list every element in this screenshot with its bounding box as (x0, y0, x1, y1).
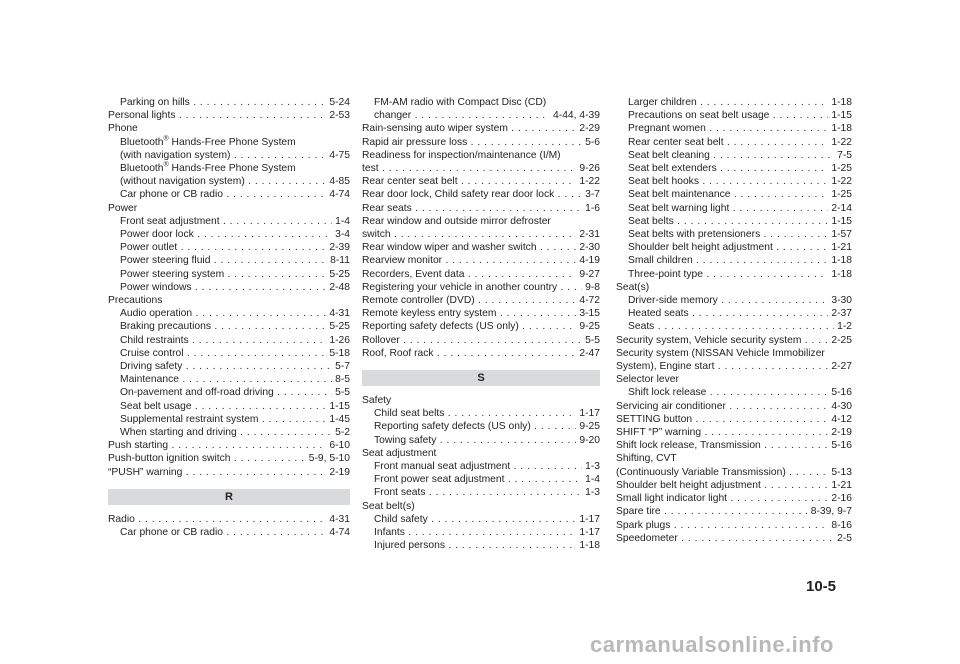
index-entry-page[interactable]: 4-12 (828, 413, 852, 426)
index-entry (362, 513, 600, 526)
index-entry-term: Seat belt maintenance . . . (628, 188, 852, 201)
index-entry-term: Seat belt extenders . . . (628, 162, 852, 175)
index-entry-term: Recorders, Event data . . . (362, 268, 600, 281)
index-entry-page[interactable]: 2-37 (828, 307, 852, 320)
index-entry (616, 360, 852, 373)
index-entry-term: (with navigation system) . . . (120, 149, 350, 162)
index-entry-page[interactable]: 1-18 (828, 268, 852, 281)
index-entry-term: Small light indicator light . . . (616, 492, 852, 505)
index-entry-term: Radio . . . (108, 513, 350, 526)
index-entry (362, 228, 600, 241)
index-entry-page[interactable]: 5-5 (582, 334, 600, 347)
index-entry-term: Maintenance . . . (120, 373, 350, 386)
index-entry (616, 400, 852, 413)
index-entry (362, 460, 600, 473)
index-entry (108, 281, 350, 294)
index-entry-term: Car phone or CB radio . . . (120, 188, 350, 201)
index-entry (616, 532, 852, 545)
index-entry-term: Precautions on seat belt usage . . . (628, 109, 852, 122)
index-entry-term: Rearview monitor . . . (362, 254, 600, 267)
index-entry-term: Seat belt warning light . . . (628, 202, 852, 215)
index-entry-page[interactable]: 1-4 (332, 215, 350, 228)
index-entry-term: switch . . . (362, 228, 600, 241)
index-entry-page[interactable]: 5-2 (332, 426, 350, 439)
index-entry (362, 136, 600, 149)
index-entry-term: Remote keyless entry system . . . (362, 307, 600, 320)
index-entry-term: Child safety . . . (374, 513, 600, 526)
index-entry-page[interactable]: 2-16 (828, 492, 852, 505)
index-entry-page[interactable]: 5-25 (326, 268, 350, 281)
index-entry-page[interactable]: 4-30 (828, 400, 852, 413)
index-entry (108, 373, 350, 386)
index-entry-page[interactable]: 5-6 (582, 136, 600, 149)
index-column-2 (362, 96, 600, 553)
index-entry (616, 254, 852, 267)
index-entry (108, 320, 350, 333)
index-entry (108, 307, 350, 320)
index-entry-term: “PUSH” warning . . . (108, 466, 350, 479)
index-entry-page[interactable]: 4-75 (326, 149, 350, 162)
index-entry-term: Roof, Roof rack . . . (362, 347, 600, 360)
index-entry (108, 268, 350, 281)
index-entry-term: Registering your vehicle in another country . . . (362, 281, 600, 294)
index-entry-page[interactable]: 2-31 (576, 228, 600, 241)
index-entry (108, 228, 350, 241)
index-entry (108, 347, 350, 360)
index-entry (616, 439, 852, 452)
index-entry (362, 268, 600, 281)
index-entry-term: Push-button ignition switch . . . (108, 452, 350, 465)
index-entry (108, 109, 350, 122)
index-entry-term: Child seat belts . . . (374, 407, 600, 420)
index-entry (108, 439, 350, 452)
index-entry-term: Front power seat adjustment . . . (374, 473, 600, 486)
index-entry-page[interactable]: 1-15 (828, 109, 852, 122)
index-entry-page[interactable]: 2-14 (828, 202, 852, 215)
index-entry-page[interactable]: 1-45 (326, 413, 350, 426)
index-entry-term: SETTING button . . . (616, 413, 852, 426)
index-entry-term: Rollover . . . (362, 334, 600, 347)
index-entry (108, 452, 350, 465)
index-entry (616, 519, 852, 532)
index-entry-page[interactable]: 2-47 (576, 347, 600, 360)
index-entry-term: Child restraints . . . (120, 334, 350, 347)
index-entry (362, 241, 600, 254)
section-letter-s: S (362, 370, 600, 386)
index-entry-page[interactable]: 2-48 (326, 281, 350, 294)
index-entry-term: Speedometer . . . (616, 532, 852, 545)
index-heading: Bluetooth® Hands-Free Phone System (120, 135, 296, 148)
index-entry-term: (without navigation system) . . . (120, 175, 350, 188)
index-entry-term: Personal lights . . . (108, 109, 350, 122)
index-entry-term: Spark plugs . . . (616, 519, 852, 532)
index-entry (108, 215, 350, 228)
index-entry-page[interactable]: 4-72 (576, 294, 600, 307)
index-entry-page[interactable]: 1-25 (828, 188, 852, 201)
index-entry-page[interactable]: 7-5 (834, 149, 852, 162)
index-entry-term: Reporting safety defects (US only) . . . (374, 420, 600, 433)
index-entry-page[interactable]: 6-10 (326, 439, 350, 452)
index-entry-page[interactable]: 5-24 (326, 96, 350, 109)
index-entry (108, 386, 350, 399)
index-entry (616, 136, 852, 149)
index-entry-term: Seat belt cleaning . . . (628, 149, 852, 162)
index-entry-term: Power door lock . . . (120, 228, 350, 241)
index-entry (362, 202, 600, 215)
index-entry (362, 526, 600, 539)
index-entry-page[interactable]: 2-39 (326, 241, 350, 254)
index-entry (616, 162, 852, 175)
index-entry-term: SHIFT “P” warning . . . (616, 426, 852, 439)
index-entry (108, 188, 350, 201)
index-entry-page[interactable]: 1-26 (326, 334, 350, 347)
index-entry-term: Small children . . . (628, 254, 852, 267)
index-entry-page[interactable]: 2-27 (828, 360, 852, 373)
index-entry (616, 122, 852, 135)
index-entry (108, 175, 350, 188)
index-entry (616, 320, 852, 333)
index-heading: Bluetooth® Hands-Free Phone System (120, 161, 296, 175)
index-entry-page[interactable]: 8-39, 9-7 (808, 505, 852, 518)
index-entry-page[interactable]: 3-15 (576, 307, 600, 320)
index-heading: Safety (362, 395, 392, 407)
index-heading: Seat adjustment (362, 447, 437, 459)
index-entry-term: Power steering fluid . . . (120, 254, 350, 267)
index-entry (108, 413, 350, 426)
index-entry (362, 122, 600, 135)
index-entry-term: Push starting . . . (108, 439, 350, 452)
index-entry-page[interactable]: 1-22 (828, 136, 852, 149)
index-entry-page[interactable]: 5-16 (828, 386, 852, 399)
index-entry (616, 96, 852, 109)
index-entry (108, 513, 350, 526)
index-entry (362, 420, 600, 433)
index-entry-page[interactable]: 1-15 (828, 215, 852, 228)
index-entry-page[interactable]: 2-19 (828, 426, 852, 439)
index-entry-term: test . . . (362, 162, 600, 175)
index-entry (108, 400, 350, 413)
index-entry-term: Seat belt hooks . . . (628, 175, 852, 188)
index-entry-page[interactable]: 1-25 (828, 162, 852, 175)
index-entry-page[interactable]: 1-21 (828, 479, 852, 492)
index-entry-page[interactable]: 5-25 (326, 320, 350, 333)
index-entry (616, 202, 852, 215)
index-entry-term: Driving safety . . . (120, 360, 350, 373)
index-entry (616, 228, 852, 241)
index-entry-term: Shoulder belt height adjustment . . . (628, 241, 852, 254)
index-entry-page[interactable]: 5-9, 5-10 (306, 452, 350, 465)
index-entry-term: Rear center seat belt . . . (628, 136, 852, 149)
index-entry (108, 426, 350, 439)
index-entry-term: Shift lock release, Transmission . . . (616, 439, 852, 452)
index-entry-term: (Continuously Variable Transmission) . . . (616, 466, 852, 479)
index-entry (362, 109, 600, 122)
index-entry-page[interactable]: 8-5 (332, 373, 350, 386)
index-entry-page[interactable]: 1-22 (576, 175, 600, 188)
index-entry-page[interactable]: 1-17 (576, 407, 600, 420)
index-entry (362, 486, 600, 499)
index-entry-page[interactable]: 9-8 (582, 281, 600, 294)
index-entry (362, 307, 600, 320)
index-entry-term: Rear seats . . . (362, 202, 600, 215)
index-entry-page[interactable]: 1-3 (582, 486, 600, 499)
index-entry-page[interactable]: 5-13 (828, 466, 852, 479)
index-entry (362, 188, 600, 201)
index-entry-page[interactable]: 1-15 (326, 400, 350, 413)
index-entry-term: Power windows . . . (120, 281, 350, 294)
index-entry-page[interactable]: 1-18 (576, 539, 600, 552)
index-entry-term: Injured persons . . . (374, 539, 600, 552)
index-entry-term: Front manual seat adjustment . . . (374, 460, 600, 473)
index-entry-page[interactable]: 1-18 (828, 96, 852, 109)
index-entry (616, 294, 852, 307)
index-entry-term: Rear door lock, Child safety rear door lock . . . (362, 188, 600, 201)
index-heading: Precautions (108, 295, 163, 307)
index-entry (362, 407, 600, 420)
index-entry-page[interactable]: 4-74 (326, 526, 350, 539)
index-entry-term: Towing safety . . . (374, 434, 600, 447)
index-heading: Seat(s) (616, 281, 650, 293)
index-entry-page[interactable]: 9-25 (576, 420, 600, 433)
index-entry (362, 434, 600, 447)
index-entry-page[interactable]: 9-20 (576, 434, 600, 447)
index-entry-page[interactable]: 4-74 (326, 188, 350, 201)
index-entry-page[interactable]: 4-44, 4-39 (550, 109, 600, 122)
index-entry-term: Servicing air conditioner . . . (616, 400, 852, 413)
index-entry-term: Larger children . . . (628, 96, 852, 109)
index-entry (616, 188, 852, 201)
index-entry-term: Cruise control . . . (120, 347, 350, 360)
index-entry-page[interactable]: 5-18 (326, 347, 350, 360)
index-entry-page[interactable]: 1-22 (828, 175, 852, 188)
index-entry-page[interactable]: 3-4 (332, 228, 350, 241)
index-entry-page[interactable]: 1-6 (582, 202, 600, 215)
index-heading: Security system (NISSAN Vehicle Immobilizer (616, 347, 825, 359)
index-entry-page[interactable]: 8-16 (828, 519, 852, 532)
index-entry-term: changer . . . (374, 109, 600, 122)
index-entry (616, 215, 852, 228)
index-entry-term: Three-point type . . . (628, 268, 852, 281)
index-entry (616, 426, 852, 439)
index-entry-term: Pregnant women . . . (628, 122, 852, 135)
index-column-1 (108, 96, 350, 539)
index-heading: Seat belt(s) (362, 500, 415, 512)
index-entry (362, 347, 600, 360)
index-entry (616, 307, 852, 320)
index-entry (108, 360, 350, 373)
index-entry (616, 175, 852, 188)
index-entry (616, 241, 852, 254)
index-entry-term: Rain-sensing auto wiper system . . . (362, 122, 600, 135)
index-entry (362, 334, 600, 347)
index-entry (616, 334, 852, 347)
index-entry (108, 254, 350, 267)
index-entry-term: Parking on hills . . . (120, 96, 350, 109)
index-entry-page[interactable]: 1-4 (582, 473, 600, 486)
index-entry (616, 149, 852, 162)
index-entry (362, 539, 600, 552)
index-entry-term: System), Engine start . . . (616, 360, 852, 373)
index-entry-page[interactable]: 3-7 (582, 188, 600, 201)
index-entry-term: Front seat adjustment . . . (120, 215, 350, 228)
index-entry-term: Audio operation . . . (120, 307, 350, 320)
index-entry-page[interactable]: 4-85 (326, 175, 350, 188)
index-entry (362, 254, 600, 267)
index-entry-term: Reporting safety defects (US only) . . . (362, 320, 600, 333)
index-entry-term: Braking precautions . . . (120, 320, 350, 333)
index-entry (616, 492, 852, 505)
index-entry (616, 466, 852, 479)
index-entry-page[interactable]: 2-5 (834, 532, 852, 545)
index-entry (108, 149, 350, 162)
index-entry (616, 386, 852, 399)
index-entry-term: Seat belts . . . (628, 215, 852, 228)
index-entry-term: When starting and driving . . . (120, 426, 350, 439)
index-entry-page[interactable]: 2-25 (828, 334, 852, 347)
index-entry-page[interactable]: 9-27 (576, 268, 600, 281)
index-heading: FM-AM radio with Compact Disc (CD) (374, 97, 547, 108)
index-entry-term: Infants . . . (374, 526, 600, 539)
index-entry-term: Shoulder belt height adjustment . . . (616, 479, 852, 492)
index-entry-term: Shift lock release . . . (628, 386, 852, 399)
index-entry-page[interactable]: 1-21 (828, 241, 852, 254)
index-entry (616, 505, 852, 518)
page-number: 10-5 (806, 578, 837, 595)
index-entry-page[interactable]: 2-19 (326, 466, 350, 479)
index-heading: Rear window and outside mirror defroster (362, 215, 551, 227)
index-entry-term: Seats . . . (628, 320, 852, 333)
index-entry-term: Driver-side memory . . . (628, 294, 852, 307)
index-entry (616, 479, 852, 492)
index-entry-page[interactable]: 4-19 (576, 254, 600, 267)
index-heading: Power (108, 202, 138, 214)
index-entry (616, 413, 852, 426)
index-heading: Readiness for inspection/maintenance (I/M) (362, 149, 561, 161)
index-entry-page[interactable]: 1-57 (828, 228, 852, 241)
index-entry (108, 241, 350, 254)
index-entry-page[interactable]: 3-30 (828, 294, 852, 307)
watermark-text: carmanualsonline.info (590, 632, 834, 657)
index-entry (362, 281, 600, 294)
index-entry (362, 175, 600, 188)
index-entry-term: Rear window wiper and washer switch . . . (362, 241, 600, 254)
index-entry-page[interactable]: 1-17 (576, 513, 600, 526)
section-letter-r: R (108, 489, 350, 505)
index-heading: Shifting, CVT (616, 453, 677, 465)
index-entry-page[interactable]: 4-31 (326, 513, 350, 526)
index-entry-page[interactable]: 1-2 (834, 320, 852, 333)
index-entry-page[interactable]: 2-53 (326, 109, 350, 122)
index-entry (362, 320, 600, 333)
index-entry-term: Seat belt usage . . . (120, 400, 350, 413)
index-entry-page[interactable]: 5-16 (828, 439, 852, 452)
index-entry-term: Heated seats . . . (628, 307, 852, 320)
index-entry-term: Spare tire . . . (616, 505, 852, 518)
index-entry (108, 334, 350, 347)
index-entry-page[interactable]: 1-17 (576, 526, 600, 539)
index-heading: Selector lever (616, 374, 679, 386)
index-entry-page[interactable]: 1-18 (828, 122, 852, 135)
index-entry-term: On-pavement and off-road driving . . . (120, 386, 350, 399)
index-entry-term: Security system, Vehicle security system . . . (616, 334, 852, 347)
index-entry-term: Seat belts with pretensioners . . . (628, 228, 852, 241)
index-entry (616, 109, 852, 122)
index-entry (108, 526, 350, 539)
index-entry-page[interactable]: 1-18 (828, 254, 852, 267)
index-entry (362, 162, 600, 175)
index-entry-page[interactable]: 5-5 (332, 386, 350, 399)
index-entry-page[interactable]: 4-31 (326, 307, 350, 320)
index-entry-term: Rapid air pressure loss . . . (362, 136, 600, 149)
index-entry-page[interactable]: 5-7 (332, 360, 350, 373)
index-entry-term: Car phone or CB radio . . . (120, 526, 350, 539)
index-entry-term: Front seats . . . (374, 486, 600, 499)
index-entry-page[interactable]: 9-26 (576, 162, 600, 175)
index-entry-term: Supplemental restraint system . . . (120, 413, 350, 426)
index-entry-term: Rear center seat belt . . . (362, 175, 600, 188)
index-entry-page[interactable]: 8-11 (327, 254, 350, 267)
index-heading: Phone (108, 123, 138, 135)
index-entry (108, 96, 350, 109)
index-entry (616, 268, 852, 281)
index-entry-page[interactable]: 1-3 (582, 460, 600, 473)
index-entry (108, 466, 350, 479)
index-entry-page[interactable]: 9-25 (576, 320, 600, 333)
index-entry (362, 473, 600, 486)
index-entry (362, 294, 600, 307)
index-entry-term: Power steering system . . . (120, 268, 350, 281)
index-column-3 (616, 96, 852, 545)
index-entry-term: Remote controller (DVD) . . . (362, 294, 600, 307)
index-entry-page[interactable]: 2-29 (576, 122, 600, 135)
index-entry-page[interactable]: 2-30 (576, 241, 600, 254)
index-entry-term: Power outlet . . . (120, 241, 350, 254)
